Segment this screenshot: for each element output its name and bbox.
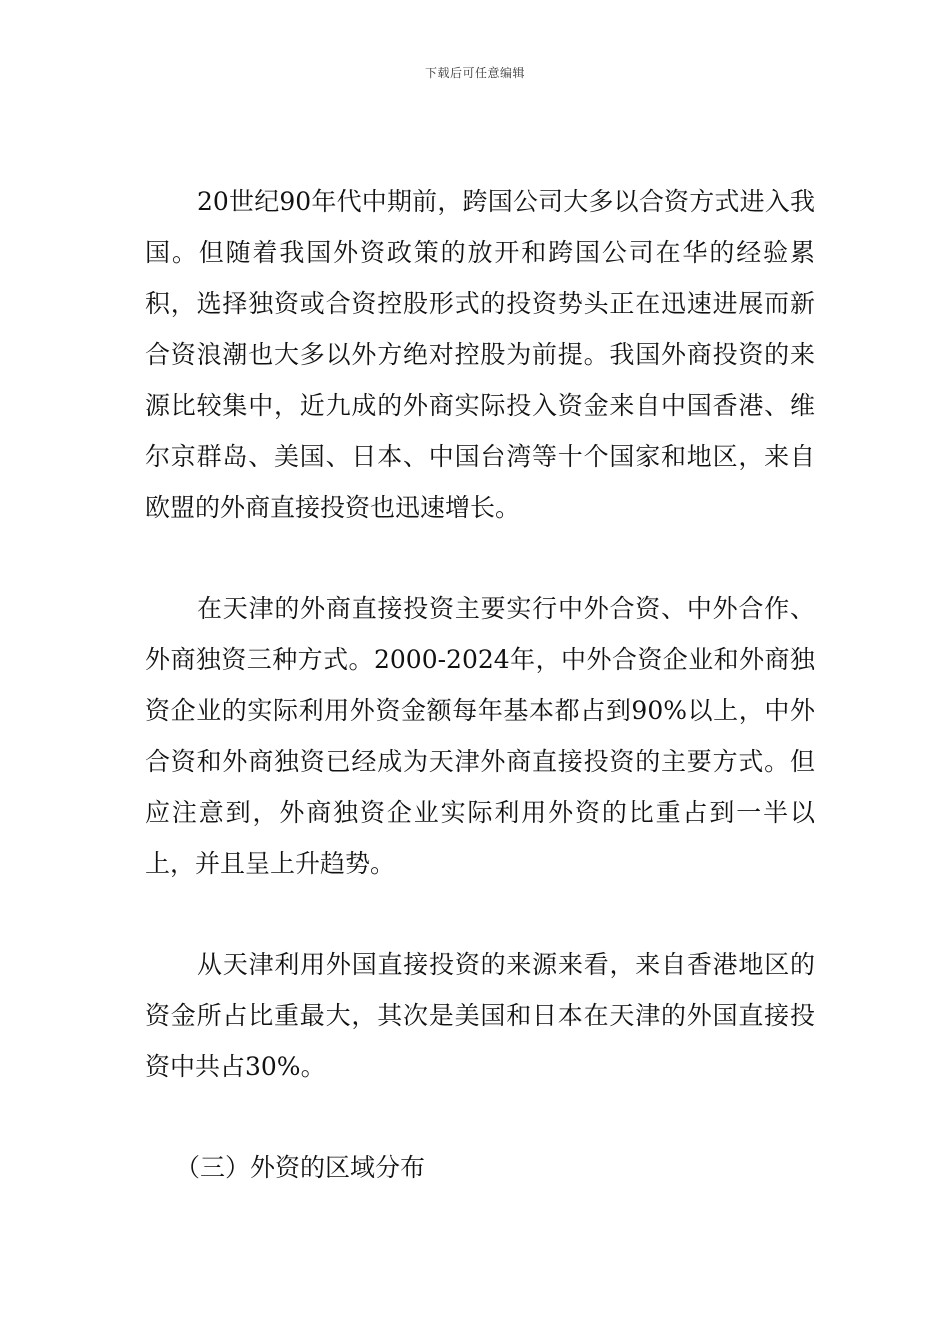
paragraph-tianjin-investment-modes: 在天津的外商直接投资主要实行中外合资、中外合作、外商独资三种方式。2000-2024年，中外合资企业和外商独资企业的实际利用外资金额每年基本都占到90%以上，中外合资和外商独资已经成为天津外商直接投资的主要方式。但应注意到，外商独资企业实际利用外资的比重占到一半以上，并且呈上升趋势。 — [145, 594, 815, 878]
document-body — [145, 176, 815, 1193]
page-header-note: 下载后可任意编辑 — [424, 66, 525, 80]
paragraph-foreign-investment-trends: 20世纪90年代中期前，跨国公司大多以合资方式进入我国。但随着我国外资政策的放开和跨国公司在华的经验累积，选择独资或合资控股形式的投资势头正在迅速进展而新合资浪潮也大多以外方绝对控股为前提。我国外商投资的来源比较集中，近九成的外商实际投入资金来自中国香港、维尔京群岛、美国、日本、中国台湾等十个国家和地区，来自欧盟的外商直接投资也迅速增长。 — [145, 187, 815, 522]
paragraph-tianjin-investment-sources: 从天津利用外国直接投资的来源来看，来自香港地区的资金所占比重最大，其次是美国和日本在天津的外国直接投资中共占30%。 — [145, 950, 815, 1081]
section-heading: （三）外资的区域分布 — [175, 1153, 426, 1182]
